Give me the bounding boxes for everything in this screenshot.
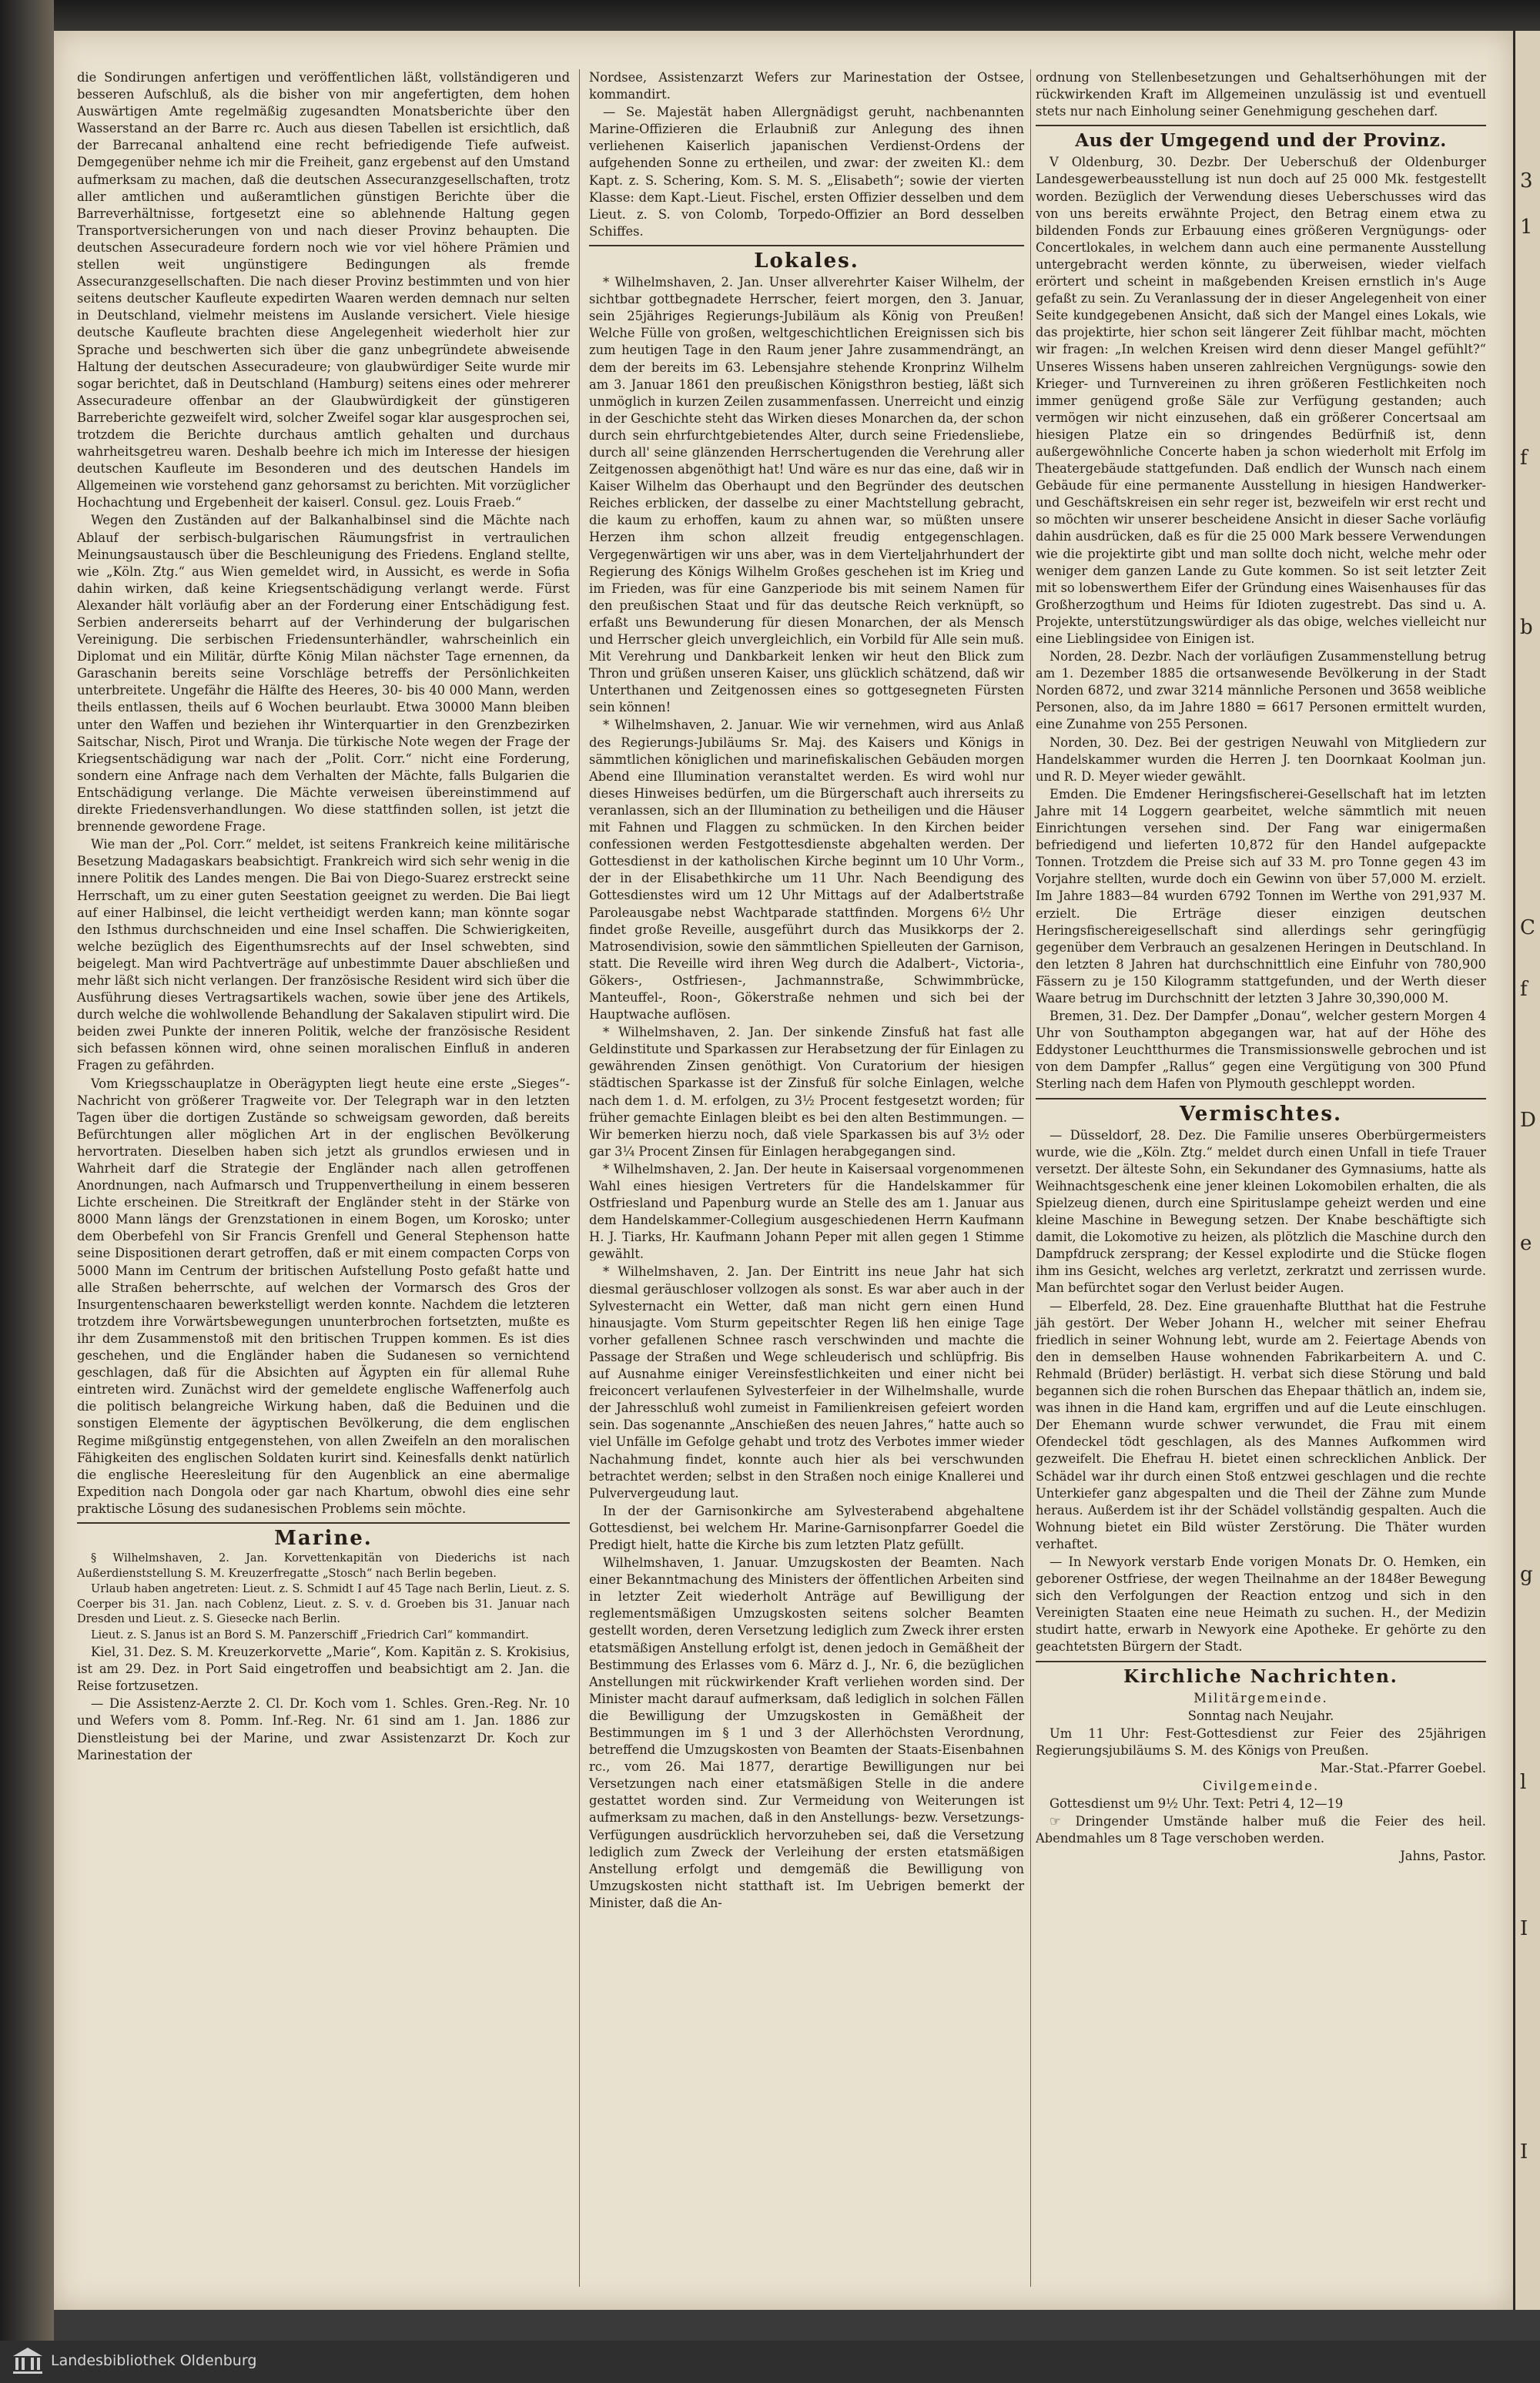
column-3: [1036, 69, 1486, 1866]
neighbor-glyph: f: [1520, 447, 1528, 470]
neighbor-glyph: I: [1520, 1917, 1528, 1940]
neighbor-glyph: 3: [1520, 169, 1533, 192]
neighbor-glyph: f: [1520, 978, 1528, 1001]
neighbor-glyph: I: [1520, 2140, 1528, 2164]
article-paragraph: Wilhelmshaven, 1. Januar. Umzugskosten der Beamten. Nach einer Bekanntmachung des Ministers der öffentlichen Arbeiten sind in letzter Zeit wiederholt Anträge auf Bewilligung der reglementsmäßigen Umzugskosten seitens solcher Beamten gestellt worden, deren Versetzung lediglich zum Zweck ihrer ersten etatsmäßigen Anstellung erfolgt ist, denen jedoch in Gemäßheit der Bestimmung des Erlasses vom 6. März d. J., Nr. 6, die bezüglichen Anstellungen mit rückwirkender Kraft verliehen worden sind. Der Minister macht darauf aufmerksam, daß lediglich in solchen Fällen die Bewilligung der Umzugskosten in Gemäßheit der Bestimmungen im § 1 und 3 der Allerhöchsten Verordnung, betreffend die Umzugskosten von Beamten der Staats-Eisenbahnen rc., vom 26. Mai 1877, derartige Bewilligungen nur bei Versetzungen nach einer etatsmäßigen Stelle in die andere gestattet worden sind. Zur Vermeidung von Weiterungen ist aufmerksam zu machen, daß in den Anstellungs- bezw. Versetzungs-Verfügungen ausdrücklich hervorzuheben sei, daß die Versetzung lediglich zum Zweck der Verleihung der ersten etatsmäßigen Anstellung erfolgt und demgemäß die Bewilligung von Umzugskosten nicht statthaft ist. Im Uebrigen bemerkt der Minister, daß die An-: [589, 1555, 1024, 1910]
church-day: Sonntag nach Neujahr.: [1187, 1708, 1334, 1723]
article-paragraph: * Wilhelmshaven, 2. Jan. Der Eintritt ins neue Jahr hat sich diesmal geräuschloser vollzogen als sonst. Es war aber auch in der Sylvesternacht ein Wetter, daß man nicht gern einen Hund hinausjagte. Vom Sturm gepeitschter Regen liß hen einige Tage vorher gefallenen Schnee rasch verschwinden und machte die Passage der Straßen und Wege schleuderisch und schlüpfrig. Bis auf Ausnahme einiger Vereinsfestlichkeiten und einer nicht bei freiconcert verlaufenen Sylvesterfeier in der Wilhelmshalle, wurde der Jahresschluß wohl zumeist in Familienkreisen gefeiert worden sein. Das sogenannte „Anschießen des neuen Jahres,“ hatte auch so viel Unfälle im Gefolge gehabt und trotz des Verbotes immer wieder Nachahmung findet, konnte auch hier als bei verschwunden betrachtet werden; selbst in den Straßen noch einige Knallerei und Pulververgeudung laut.: [589, 1264, 1024, 1501]
marine-item: — Die Assistenz-Aerzte 2. Cl. Dr. Koch vom 1. Schles. Gren.-Reg. Nr. 10 und Wefers vom 8. Pomm. Inf.-Reg. Nr. 61 sind am 1. Jan. 1886 zur Dienstleistung bei der Marine, und zwar Assistenzarzt Dr. Koch zur Marinestation der: [77, 1696, 570, 1762]
article-paragraph: — Se. Majestät haben Allergnädigst geruht, nachbenannten Marine-Offizieren die Erlaubniß zur Anlegung des ihnen verliehenen Kaiserlich japanischen Verdienst-Ordens der aufgehenden Sonne zu ertheilen, und zwar: der zweiten Kl.: dem Kapt. z. S. Schering, Kom. S. M. S. „Elisabeth“; sowie der vierten Klasse: dem Kapt.-Lieut. Fischel, ersten Offizier desselben und dem Lieut. z. S. von Colomb, Torpedo-Offizier an Bord desselben Schiffes.: [589, 105, 1024, 239]
article-paragraph: In der der Garnisonkirche am Sylvesterabend abgehaltene Gottesdienst, bei welchem Hr. Marine-Garnisonpfarrer Goedel die Predigt hielt, hatte die Kirche bis zum letzten Platz gefüllt.: [589, 1503, 1024, 1552]
section-heading-vermischtes: Vermischtes.: [1036, 1098, 1486, 1123]
article-paragraph: ordnung von Stellenbesetzungen und Gehaltserhöhungen mit der rückwirkenden Kraft im Allgemeinen unzulässig ist und eventuell stets nur nach Einholung seiner Genehmigung geschehen darf.: [1036, 70, 1486, 119]
article-paragraph: Wie man der „Pol. Corr.“ meldet, ist seitens Frankreich keine militärische Besetzung Madagaskars beabsichtigt. Frankreich wird sich sehr wenig in die innere Politik des Landes mengen. Die Bai von Diego-Suarez erstreckt seine Herrschaft, um zu einer guten Seestation geeignet zu werden. Die Bai liegt auf einer Halbinsel, die leicht vertheidigt werden kann; man könnte sogar den Isthmus durchschneiden und eine Insel schaffen. Die Schwierigkeiten, welche bezüglich des Eigenthumsrechts auf der Insel schwebten, sind beigelegt. Man wird Pachtverträge auf unbestimmte Dauer abschließen und mehr läßt sich nicht verlangen. Der französische Resident wird sich über die Ausführung dieses Vertragsartikels wachen, sowie über jene des Artikels, durch welche die wohlwollende Behandlung der Sakalaven stipulirt wird. Die beiden zwei Punkte der inneren Politik, welche der französische Resident sich befassen können wird, ohne seinen moralischen Einfluß in anderen Fragen zu gefährden.: [77, 837, 570, 1073]
church-service: Um 11 Uhr: Fest-Gottesdienst zur Feier des 25jährigen Regierungsjubiläums S. M. des Königs von Preußen.: [1036, 1725, 1486, 1758]
article-paragraph: die Sondirungen anfertigen und veröffentlichen läßt, vollständigeren und besseren Aufschluß, als die bisher von mir angefertigten, dem hohen Auswärtigen Amte regelmäßig zugesandten Monatsberichte über den Wasserstand an der Barre rc. Auch aus diesen Tabellen ist ersichtlich, daß der Barrecanal anhaltend eine recht befriedigende Tiefe aufweist. Demgegenüber nehme ich mir die Freiheit, ganz ergebenst auf den Umstand aufmerksam zu machen, daß die deutschen Assecuranzgesellschaften, trotz aller amtlichen und außeramtlichen günstigen Berichte über die Barreverhältnisse, fortgesetzt eine so ablehnende Haltung gegen Transportversicherungen von und nach dieser Provinz behaupten. Die deutschen Assecuradeure fordern noch wie vor viel höhere Prämien und stellen weit ungünstigere Bedingungen als fremde Assecuranzgesellschaften. Die nach dieser Provinz bestimmten und von hier seitens deutscher Kaufleute expedirten Waaren werden demnach nur selten in Deutschland, vielmehr meistens im Auslande versichert. Viele hiesige deutsche Kaufleute brachten diese Angelegenheit wiederholt hier zur Sprache und beschwerten sich über die ganz unbegründete abweisende Haltung der deutschen Assecuradeure; von glaubwürdiger Seite wurde mir sogar berichtet, daß in Deutschland (Hamburg) seitens eines oder mehrerer Assecuradeure offenbar an der Glaubwürdigkeit der günstigeren Barreberichte gezweifelt wird, solcher Zweifel sogar klar ausgesprochen sei, trotzdem die Berichte durchaus amtlich gehalten und durchaus wahrheitsgetreu waren. Deshalb beehre ich mich im Interesse der hiesigen deutschen Kaufleute im Besonderen und des deutschen Handels im Allgemeinen wie vorstehend ganz gehorsamst zu berichten. Mit vorzüglicher Hochachtung und Ergebenheit der kaiserl. Consul. gez. Louis Fraeb.“: [77, 70, 570, 510]
neighbor-glyph: D: [1520, 1109, 1536, 1132]
church-parish: Militärgemeinde.: [1194, 1690, 1328, 1705]
article-paragraph: * Wilhelmshaven, 2. Januar. Wie wir vernehmen, wird aus Anlaß des Regierungs-Jubiläums Sr. Maj. des Kaisers und Königs in sämmtlichen königlichen und marinefiskalischen Gebäuden morgen Abend eine Illumination veranstaltet werden. Es wird wohl nur dieses Hinweises bedürfen, um die Bürgerschaft auch ihrerseits zu veranlassen, sich an der Illumination zu betheiligen und die Häuser mit Fahnen und Flaggen zu schmücken. In den Kirchen beider confessionen werden Festgottesdienste abgehalten werden. Der Gottesdienst in der katholischen Kirche beginnt um 10 Uhr Vorm., der in der Elisabethkirche um 11 Uhr. Nach Beendigung des Gottesdienstes wird um 12 Uhr Mittags auf der Adalbertstraße Paroleausgabe nebst Wachtparade stattfinden. Morgens 6½ Uhr findet große Reveille, ausgeführt durch das Musikkorps der 2. Matrosendivision, sowie den sämmtlichen Spielleuten der Garnison, statt. Die Reveille wird ihren Weg durch die Adalbert-, Victoria-, Gökers-, Ostfriesen-, Jachmannstraße, Schwimmbrücke, Manteuffel-, Roon-, Gökerstraße nehmen und sich bei der Hauptwache auflösen.: [589, 718, 1024, 1022]
article-paragraph: * Wilhelmshaven, 2. Jan. Der sinkende Zinsfuß hat fast alle Geldinstitute und Sparkassen zur Herabsetzung der für Einlagen zu gewährenden Zinsen genöthigt. Von Curatorium der hiesigen städtischen Sparkasse ist der Zinsfuß für solche Einlagen, welche nach dem 1. d. M. erfolgen, zu 3½ Procent festgesetzt worden; für früher gemachte Einlagen bleibt es bei den alten Bestimmungen. — Wir bemerken hierzu noch, daß viele Sparkassen bis auf 3½ oder gar 3¼ Procent Zinsen für Einlagen herabgegangen sind.: [589, 1025, 1024, 1159]
section-heading-lokales: Lokales.: [589, 245, 1024, 269]
neighbor-glyph: l: [1520, 1771, 1527, 1794]
marine-item: Lieut. z. S. Janus ist an Bord S. M. Panzerschiff „Friedrich Carl“ kommandirt.: [91, 1628, 529, 1642]
footer-library-name: Landesbibliothek Oldenburg: [51, 2352, 257, 2369]
scan-edge-left: [0, 0, 54, 2341]
section-heading-kirchliche: Kirchliche Nachrichten.: [1036, 1661, 1486, 1685]
section-heading-marine: Marine.: [77, 1522, 570, 1547]
marine-item: Kiel, 31. Dez. S. M. Kreuzerkorvette „Marie“, Kom. Kapitän z. S. Krokisius, ist am 29. Dez. in Port Said eingetroffen und beabsichtigt am 2. Jan. die Reise fortzusetzen.: [77, 1645, 570, 1694]
article-paragraph: — In Newyork verstarb Ende vorigen Monats Dr. O. Hemken, ein geborener Ostfriese, der wegen Theilnahme an der 1848er Bewegung sich den Verfolgungen der Reaction entzog und sich in den Vereinigten Staaten eine neue Heimath zu suchen. H., der Medizin studirt hatte, erwarb in Newyork eine Apotheke. Er gehörte zu den geachtetsten Bürgern der Stadt.: [1036, 1554, 1486, 1655]
article-paragraph: Bremen, 31. Dez. Der Dampfer „Donau“, welcher gestern Morgen 4 Uhr von Southampton abgegangen war, hat auf der Höhe des Eddystoner Leuchtthurmes die Transmissionswelle gebrochen und ist von dem Dampfer „Rallus“ gegen eine Vergütigung von 300 Pfund Sterling nach dem Hafen von Plymouth geschleppt worden.: [1036, 1009, 1486, 1092]
library-logo-icon: [11, 2345, 45, 2376]
church-pastor: Mar.-Stat.-Pfarrer Goebel.: [1320, 1761, 1486, 1776]
column-1: [77, 69, 570, 1765]
marine-item: § Wilhelmshaven, 2. Jan. Korvettenkapitän von Diederichs ist nach Außerdienststellung S. M. Kreuzerfregatte „Stosch“ nach Berlin begeben.: [77, 1552, 570, 1580]
article-paragraph: Wegen den Zuständen auf der Balkanhalbinsel sind die Mächte nach Ablauf der serbisch-bulgarischen Räumungsfrist in vertraulichen Meinungsaustausch über die Beschleunigung des Friedens. England stellte, wie „Köln. Ztg.“ aus Wien gemeldet wird, in Aussicht, es werde in Sofia dahin wirken, daß keine Kriegsentschädigung verlangt werde. Fürst Alexander hält vorläufig aber an der Forderung einer Entschädigung fest. Serbien andererseits beharrt auf der Verhinderung der bulgarischen Vereinigung. Die serbischen Friedensunterhändler, wahrscheinlich ein Diplomat und ein Militär, dürfte König Milan nächster Tage ernennen, da Garaschanin bereits seine Vorschläge betreffs der Persönlichkeiten unterbreitete. Ungefähr die Hälfte des Heeres, 30- bis 40 000 Mann, werden theils entlassen, theils auf 6 Wochen beurlaubt. Etwa 30000 Mann bleiben unter den Waffen und beziehen ihr Winterquartier in den Grenzbezirken Saitschar, Nisch, Pirot und Wranja. Die türkische Note wegen der Frage der Kriegsentschädigung war nach der „Polit. Corr.“ nicht eine Forderung, sondern eine Anfrage nach dem Verhalten der Mächte, falls Bulgarien die Entschädigung verlange. Die Mächte verweisen übereinstimmend auf direkte Friedensverhandlungen. Wo diese stattfinden sollen, ist jetzt die brennende gewordene Frage.: [77, 513, 570, 835]
neighbor-glyph: g: [1520, 1563, 1533, 1586]
article-paragraph: V Oldenburg, 30. Dezbr. Der Ueberschuß der Oldenburger Landesgewerbeausstellung ist nun doch auf 25 000 Mk. festgestellt worden. Bezüglich der Verwendung dieses Ueberschusses wird das von uns bereits erwähnte Project, den Betrag einem etwa zu bildenden Fonds zur Erbauung eines größeren Vergnügungs- oder Concertlokales, in welchem dann auch eine permanente Ausstellung untergebracht werden könnte, zu überweisen, wieder vielfach erörtert und scheint in maßgebenden Kreisen ernstlich in's Auge gefaßt zu sein. Zu Veranlassung der in dieser Angelegenheit von einer Seite kundgegebenen Ansicht, daß sich der Mangel eines Lokals, wie das projektirte, hier schon seit längerer Zeit fühlbar macht, möchten wir fragen: „In welchen Kreisen wird denn dieser Mangel gefühlt?“ Unseres Wissens haben unseren zahlreichen Vergnügungs- sowie den Krieger- und Turnvereinen zu ihren größeren Festlichkeiten noch immer genügend große Säle zur Verfügung gestanden; auch vermögen wir nicht einzusehen, daß ein größerer Concertsaal am hiesigen Platze ein so dringendes Bedürfniß ist, denn außergewöhnliche Concerte haben ja schon wiederholt mit Erfolg im Theatergebäude stattgefunden. Daß endlich der Wunsch nach einem Gebäude für eine permanente Ausstellung in hiesigen Handwerker- und Geschäftskreisen ein sehr reger ist, bezweifeln wir erst recht und so möchten wir unserer bescheidene Ansicht in dieser Sache vorläufig dahin ausdrücken, daß es für die 25 000 Mark bessere Verwendungen wie die projektirte gibt und man sollte doch nicht, welche mehr oder weniger dem ganzen Lande zu Gute kommen. So ist seit letzter Zeit mit so lobenswerthem Eifer der Gründung eines Waisenhauses für das Großherzogthum und Heims für Idioten zugestrebt. Das sind u. A. Projekte, unterstützungswürdiger als das obige, welches vielleicht nur eine Lieblingsidee von Einigen ist.: [1036, 155, 1486, 646]
neighbor-glyph: e: [1520, 1232, 1532, 1255]
article-paragraph: — Düsseldorf, 28. Dez. Die Familie unseres Oberbürgermeisters wurde, wie die „Köln. Ztg.“ meldet durch einen Unfall in tiefe Trauer versetzt. Der älteste Sohn, ein Sekundaner des Gymnasiums, hatte als Weihnachtsgeschenk eine jener kleinen Lokomobilen erhalten, die als Spielzeug dienen, durch eine Spirituslampe geheizt werden und eine kleine Maschine in Bewegung setzen. Der Knabe beschäftigte sich damit, die Lokomotive zu heizen, als plötzlich die Maschine durch den Dampfdruck zersprang; der Kessel explodirte und die Stücke flogen ihm ins Gesicht, welches arg verletzt, zerkratzt und zerrissen wurde. Man befürchtet sogar den Verlust beider Augen.: [1036, 1127, 1486, 1296]
neighbor-glyph: b: [1520, 616, 1533, 639]
section-heading-umgegend: Aus der Umgegend und der Provinz.: [1036, 125, 1486, 149]
church-notice: ☞ Dringender Umstände halber muß die Feier des heil. Abendmahles um 8 Tage verschoben werden.: [1036, 1814, 1486, 1846]
column-2: [589, 69, 1024, 1913]
article-paragraph: * Wilhelmshaven, 2. Jan. Unser allverehrter Kaiser Wilhelm, der sichtbar gottbegnadete Herrscher, feiert morgen, den 3. Januar, sein 25jähriges Regierungs-Jubiläum als König von Preußen! Welche Fülle von großen, weltgeschichtlichen Ereignissen sich bis zum heutigen Tage in den Raum jener Jahre zusammendrängt, an dem der bereits im 63. Lebensjahre stehende Kronprinz Wilhelm am 3. Januar 1861 den preußischen Königsthron bestieg, läßt sich unmöglich in kurzen Zeilen zusammenfassen. Unerreicht und einzig in der Geschichte steht das Wirken dieses Monarchen da, der schon durch sein ehrfurchtgebietendes Alter, durch seine Friedensliebe, durch all' seine glänzenden Herrschertugenden die Verehrung aller Zeitgenossen abgenöthigt hat! Und wäre es nur das eine, daß wir in Kaiser Wilhelm das Oberhaupt und den Begründer des deutschen Reiches erblicken, der dasselbe zu einer Machtstellung gebracht, die kaum zu erhoffen, kaum zu ahnen war, so müßten unsere Herzen ihm schon allzeit freudig entgegenschlagen. Vergegenwärtigen wir uns aber, was in dem Vierteljahrhundert der Regierung des Königs Wilhelm Großes geschehen ist im Krieg und im Frieden, was für eine Ganzperiode bis mit seinem Namen für den preußischen Staat und für das deutsche Reich verknüpft, so erfaßt uns Bewunderung für diesen Monarchen, der als Mensch und Herrscher gleich unvergleichlich, ein Vorbild für Alle sein muß. Mit Verehrung und Dankbarkeit lenken wir heut den Blick zum Thron und grüßen unseren Kaiser, uns glücklich schätzend, daß wir Unterthanen und Zeitgenossen eines so gottgesegneten Fürsten sein können!: [589, 275, 1024, 715]
neighbor-page-edge: [1513, 31, 1540, 2310]
column-rule: [579, 69, 580, 2287]
article-paragraph: Vom Kriegsschauplatze in Oberägypten liegt heute eine erste „Sieges“-Nachricht von größerer Tragweite vor. Der Telegraph war in den letzten Tagen über die dortigen Zustände so schweigsam geworden, daß bereits Befürchtungen aller möglichen Art in der englischen Bevölkerung hervortraten. Dieselben haben sich jetzt als grundlos erwiesen und in Wahrheit darf die Strategie der Engländer nach allen getroffenen Anordnungen, nach Aufmarsch und Truppenvertheilung in einem besseren Lichte erscheinen. Die Streitkraft der Engländer steht in der Stärke von 8000 Mann längs der Grenzstationen in einem Bogen, um Korosko; unter dem Oberbefehl von Sir Francis Grenfell und General Stephenson hatte seine Dispositionen derart getroffen, daß er mit einem compacten Corps von 5000 Mann im Centrum der britischen Aufstellung Posto gefaßt hatte und alle Straßen beherrschte, auf welchen der Vormarsch des Gros der Insurgentenschaaren bewerkstelligt werden konnte. Nachdem die letzteren trotzdem ihre Vorwärtsbewegungen ununterbrochen fortsetzten, mußte es ihr dem Zusammenstoß mit den britischen Truppen kommen. Es ist dies geschehen, und die Engländer haben die Sudanesen so vernichtend geschlagen, daß für die Absichten auf Ägypten ein für allemal Ruhe eintreten wird. Zunächst wird der gemeldete englische Waffenerfolg auch die politisch belangreiche Wirkung haben, daß die Beduinen und die sonstigen Elemente der ägyptischen Bevölkerung, die dem englischen Regime mißgünstig entgegenstehen, von allen Zweifeln an den moralischen Fähigkeiten des englischen Soldaten kurirt sind. Keinesfalls denkt natürlich die englische Heeresleitung für den Augenblick an eine abermalige Expedition nach Dongola oder gar nach Khartum, obwohl dies eine sehr praktische Lösung des sudanesischen Problems sein möchte.: [77, 1076, 570, 1516]
church-service: Gottesdienst um 9½ Uhr. Text: Petri 4, 12—19: [1050, 1796, 1344, 1812]
church-pastor: Jahns, Pastor.: [1400, 1849, 1486, 1864]
article-paragraph: — Elberfeld, 28. Dez. Eine grauenhafte Blutthat hat die Festruhe jäh gestört. Der Weber Johann H., welcher mit seiner Ehefrau friedlich in seiner Wohnung lebt, wurde am 2. Feiertage Abends von den in demselben Hause wohnenden Fabrikarbeitern A. und C. Rehmald (Brüder) berlästigt. H. verbat sich diese Störung und bald begannen sich die rohen Burschen das Ehepaar thätlich an, indem sie, was ihnen in die Hand kam, ergriffen und auf die Leute einschlugen. Der Ehemann wurde schwer verwundet, die Frau mit einem Ofendeckel tödt geschlagen, als des Mannes Aufkommen wird gezweifelt. Die Ehefrau H. bietet einen schrecklichen Anblick. Der Schädel war ihr durch einen Stoß entzwei geschlagen und die rechte Unterkiefer ganz abgespalten und die Theil der Zähne zum Munde heraus. Außerdem ist ihr der Schädel vollständig gespalten. Auch die Wohnung bietet ein Bild wüster Zerstörung. Die Thäter wurden verhaftet.: [1036, 1298, 1486, 1551]
neighbor-glyph: C: [1520, 916, 1535, 939]
church-parish: Civilgemeinde.: [1202, 1779, 1320, 1794]
column-rule: [1030, 69, 1031, 2287]
article-paragraph: Emden. Die Emdener Heringsfischerei-Gesellschaft hat im letzten Jahre mit 14 Loggern gearbeitet, welche sämmtlich mit neuen Einrichtungen versehen sind. Der Fang war einigermaßen befriedigend und lieferten 10,872 für den Handel aufgepackte Tonnen. Trotzdem die Preise sich auf 33 M. pro Tonne gegen 43 im Vorjahre stellten, wurde doch ein Gewinn von über 57,000 M. erzielt. Im Jahre 1883—84 wurden 6792 Tonnen im Werthe von 291,937 M. erzielt. Die Erträge dieser einzigen deutschen Heringsfischereigesellschaft sind allerdings sehr geringfügig gegenüber dem Verbrauch an gesalzenen Heringen in Deutschland. In den letzten 8 Jahren hat durchschnittlich eine Einfuhr von 780,900 Fässern zu je 150 Kilogramm stattgefunden, und der Werth dieser Waare betrug im Durchschnitt der letzten 3 Jahre 30,390,000 M.: [1036, 786, 1486, 1006]
marine-item: Urlaub haben angetreten: Lieut. z. S. Schmidt I auf 45 Tage nach Berlin, Lieut. z. S. Coerper bis 31. Jan. nach Coblenz, Lieut. z. S. v. d. Groeben bis 31. Januar nach Dresden und Lieut. z. S. Giesecke nach Berlin.: [77, 1583, 570, 1626]
neighbor-glyph: 1: [1520, 216, 1533, 239]
article-paragraph: * Wilhelmshaven, 2. Jan. Der heute in Kaisersaal vorgenommenen Wahl eines hiesigen Vertreters für die Handelskammer für Ostfriesland und Papenburg wurde an Stelle des am 1. Januar aus dem Handelskammer-Collegium ausgeschiedenen Herrn Kaufmann H. J. Tiarks, Hr. Kaufmann Johann Peper mit allen gegen 1 Stimme gewählt.: [589, 1161, 1024, 1262]
article-paragraph: Norden, 28. Dezbr. Nach der vorläufigen Zusammenstellung betrug am 1. Dezember 1885 die ortsanwesende Bevölkerung in der Stadt Norden 6872, und zwar 3214 männliche Personen und 3658 weibliche Personen, also, da im Jahre 1880 = 6617 Personen ermittelt wurden, eine Zunahme von 255 Personen.: [1036, 649, 1486, 732]
article-paragraph: Nordsee, Assistenzarzt Wefers zur Marinestation der Ostsee, kommandirt.: [589, 70, 1024, 102]
article-paragraph: Norden, 30. Dez. Bei der gestrigen Neuwahl von Mitgliedern zur Handelskammer wurden die Herren J. ten Doornkaat Koolman jun. und R. D. Meyer wieder gewählt.: [1036, 735, 1486, 784]
